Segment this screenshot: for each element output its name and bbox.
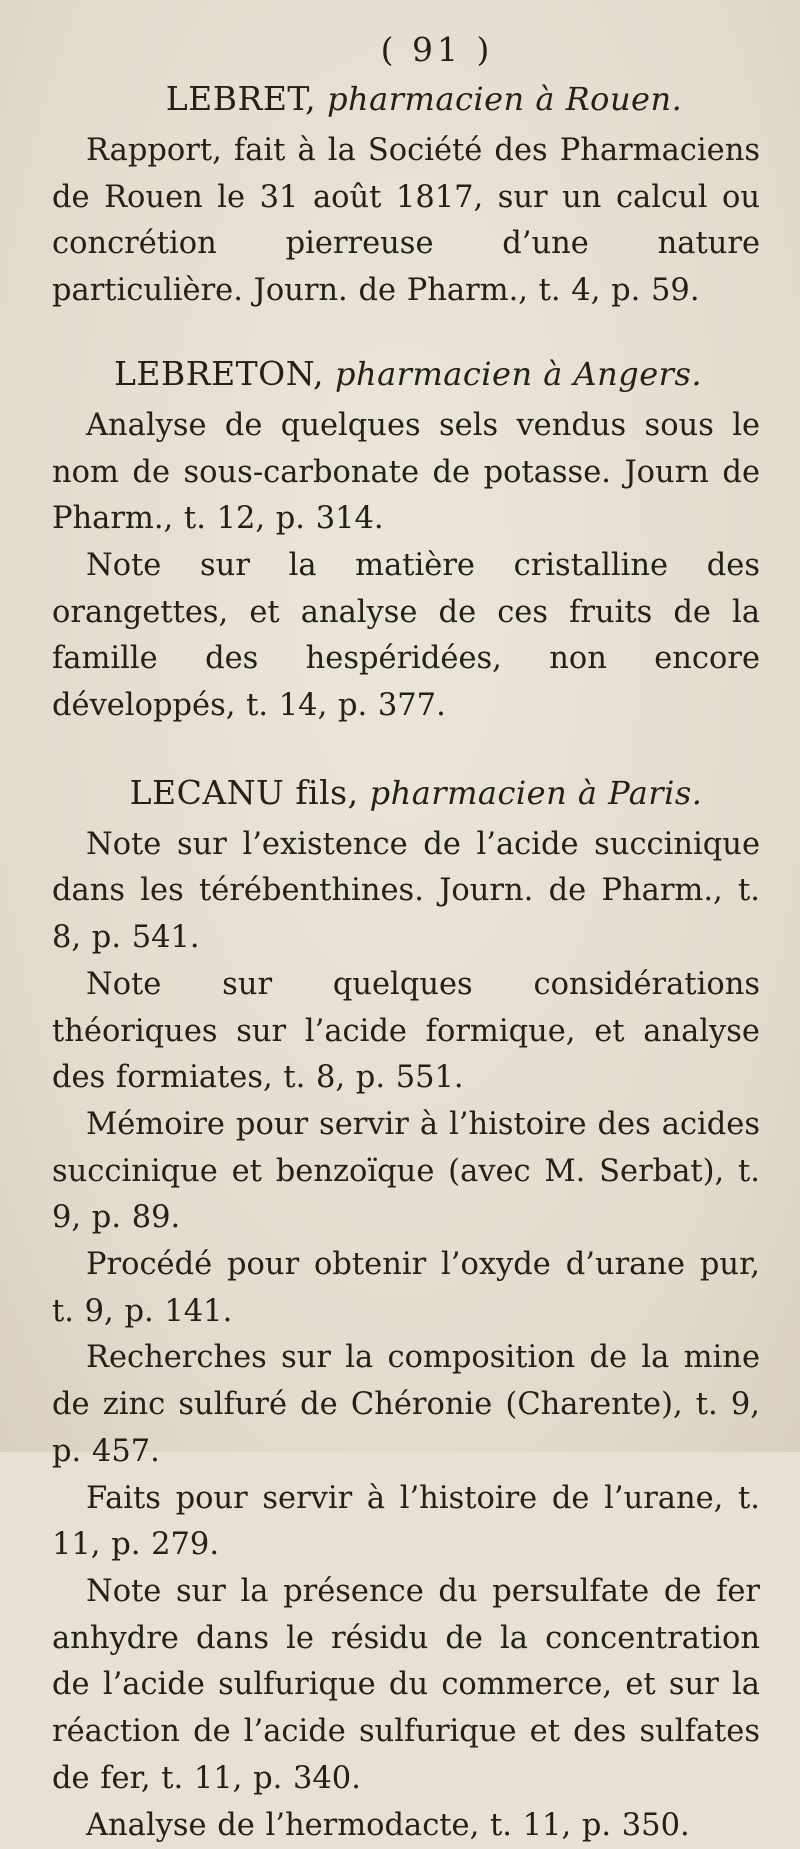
bibliography-item: Rapport, fait à la Société des Pharmaciens de Rouen le 31 août 1817, sur un calcul ou concrétion pierreuse d’une nature particulière. Journ. de Pharm., t. 4, p. 59. <box>52 128 760 315</box>
author-name: LEBRET <box>166 79 305 118</box>
bibliography-item: Analyse de l’hermodacte, t. 11, p. 350. <box>52 1803 760 1849</box>
entry-lebreton <box>52 349 760 730</box>
author-role: pharmacien à Angers. <box>335 355 702 393</box>
bibliography-item: Mémoire pour servir à l’histoire des acides succinique et benzoïque (avec M. Serbat), t. 9, p. 89. <box>52 1102 760 1242</box>
bibliography-item: Analyse de quelques sels vendus sous le nom de sous-carbonate de potasse. Journ de Pharm., t. 12, p. 314. <box>52 403 760 543</box>
entry-lecanu <box>52 768 760 1849</box>
bibliography-item: Note sur quelques considérations théoriques sur l’acide formique, et analyse des formiates, t. 8, p. 551. <box>52 962 760 1102</box>
author-heading: LEBRETON, pharmacien à Angers. <box>52 349 760 399</box>
author-role: pharmacien à Paris. <box>370 774 703 812</box>
author-role: pharmacien à Rouen. <box>327 80 682 118</box>
bibliography-item: Note sur la matière cristalline des orangettes, et analyse de ces fruits de la famille des hespéridées, non encore développés, t. 14, p. 377. <box>52 543 760 730</box>
bibliography-item: Faits pour servir à l’histoire de l’urane, t. 11, p. 279. <box>52 1476 760 1569</box>
bibliography-item: Note sur la présence du persulfate de fer anhydre dans le résidu de la concentration de l’acide sulfurique du commerce, et sur la réaction de l’acide sulfurique et des sulfates de fer, t. 11, p. 340. <box>52 1569 760 1803</box>
bibliography-item: Note sur l’existence de l’acide succinique dans les térébenthines. Journ. de Pharm., t. 8, p. 541. <box>52 822 760 962</box>
bibliography-item: Recherches sur la composition de la mine de zinc sulfuré de Chéronie (Charente), t. 9, p. 457. <box>52 1335 760 1475</box>
page-number: ( 91 ) <box>114 30 760 70</box>
author-name: LECANU fils <box>130 773 348 812</box>
bibliography-item: Procédé pour obtenir l’oxyde d’urane pur, t. 9, p. 141. <box>52 1242 760 1335</box>
author-heading: LECANU fils, pharmacien à Paris. <box>52 768 760 818</box>
author-name: LEBRETON <box>114 354 313 393</box>
author-heading: LEBRET, pharmacien à Rouen. <box>52 74 760 124</box>
entry-lebret <box>52 74 760 315</box>
